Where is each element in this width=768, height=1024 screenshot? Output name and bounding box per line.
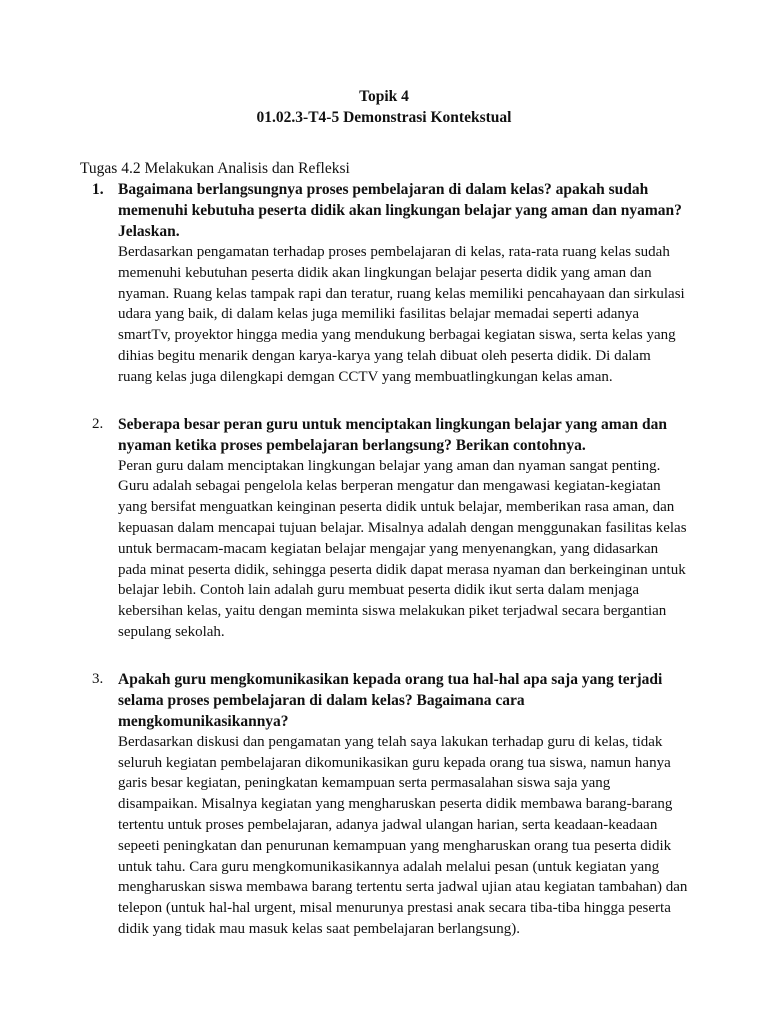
answer-text: Berdasarkan diskusi dan pengamatan yang telah saya lakukan terhadap guru di kelas, tidak seluruh kegiatan pembelajaran dikomunikasikan guru kepada orang tua siswa, namun hanya garis besar kegiatan, peningkatan kemampuan serta permasalahan siswa saja yang disampaikan. Misalnya kegiatan yang mengharuskan peserta didik membawa barang-barang tertentu untuk proses pembelajaran, adanya jadwal ulangan harian, serta keadaan-keadaan sepeeti peningkatan dan penurunan kemampuan yang mengharuskan orang tua peserta didik untuk tahu. Cara guru mengkomunikasikannya adalah melalui pesan (untuk kegiatan yang mengharuskan siswa membawa barang tertentu serta jadwal ujian atau kegiatan tambahan) dan telepon (untuk hal-hal urgent, misal menurunya prestasi anak secara tiba-tiba hingga peserta didik yang tidak mau masuk kelas saat pembelajaran berlangsung). [118, 733, 688, 937]
task-title: Tugas 4.2 Melakukan Analisis dan Refleksi [80, 160, 350, 177]
answer-text: Berdasarkan pengamatan terhadap proses pembelajaran di kelas, rata-rata ruang kelas sudah memenuhi kebutuhan peserta didik akan lingkungan belajar peserta didik yang aman dan nyaman. Ruang kelas tampak rapi dan teratur, ruang kelas memiliki pencahayaan dan sirkulasi udara yang baik, di dalam kelas juga memiliki fasilitas belajar memadai seperti adanya smartTv, proyektor hingga media yang mendukung berbagai kegiatan siswa, serta kelas yang dihias begitu menarik dengan karya-karya yang telah dibuat oleh peserta didik. Di dalam ruang kelas juga dilengkapi demgan CCTV yang membuatlingkungan kelas aman. [118, 244, 685, 385]
question-text: Bagaimana berlangsungnya proses pembelajaran di dalam kelas? apakah sudah memenuhi kebutuha peserta didik akan lingkungan belajar yang aman dan nyaman? Jelaskan. [118, 181, 682, 240]
question-list [80, 179, 688, 940]
question-item-3 [80, 669, 688, 940]
answer-text: Peran guru dalam menciptakan lingkungan belajar yang aman dan nyaman sangat penting. Guru adalah sebagai pengelola kelas berperan mengatur dan mengawasi kegiatan-kegiatan yang bersifat menguatkan keinginan peserta didik untuk belajar, memberikan rasa aman, dan kepuasan dalam mencapai tujuan belajar. Misalnya adalah dengan menggunakan fasilitas kelas untuk bermacam-macam kegiatan belajar mengajar yang menyenangkan, yang didasarkan pada minat peserta didik, sehingga peserta didik dapat merasa nyaman dan berkeinginan untuk belajar lebih. Contoh lain adalah guru membuat peserta didik ikut serta dalam menjaga kebersihan kelas, yaitu dengan meminta siswa melakukan piket terjadwal secara bergantian sepulang sekolah. [118, 457, 687, 640]
question-number: 2. [92, 415, 104, 432]
question-number: 1. [92, 181, 104, 198]
question-number: 3. [92, 670, 104, 687]
question-text: Apakah guru mengkomunikasikan kepada orang tua hal-hal apa saja yang terjadi selama proses pembelajaran di dalam kelas? Bagaimana cara mengkomunikasikannya? [118, 670, 663, 730]
topic-title: Topik 4 [359, 88, 409, 105]
question-item-2 [80, 414, 688, 643]
question-text: Seberapa besar peran guru untuk menciptakan lingkungan belajar yang aman dan nyaman ketika proses pembelajaran berlangsung? Berikan contohnya. [118, 415, 667, 454]
topic-subtitle: 01.02.3-T4-5 Demonstrasi Kontekstual [256, 109, 512, 126]
document-header [80, 86, 688, 128]
question-item-1 [80, 179, 688, 388]
